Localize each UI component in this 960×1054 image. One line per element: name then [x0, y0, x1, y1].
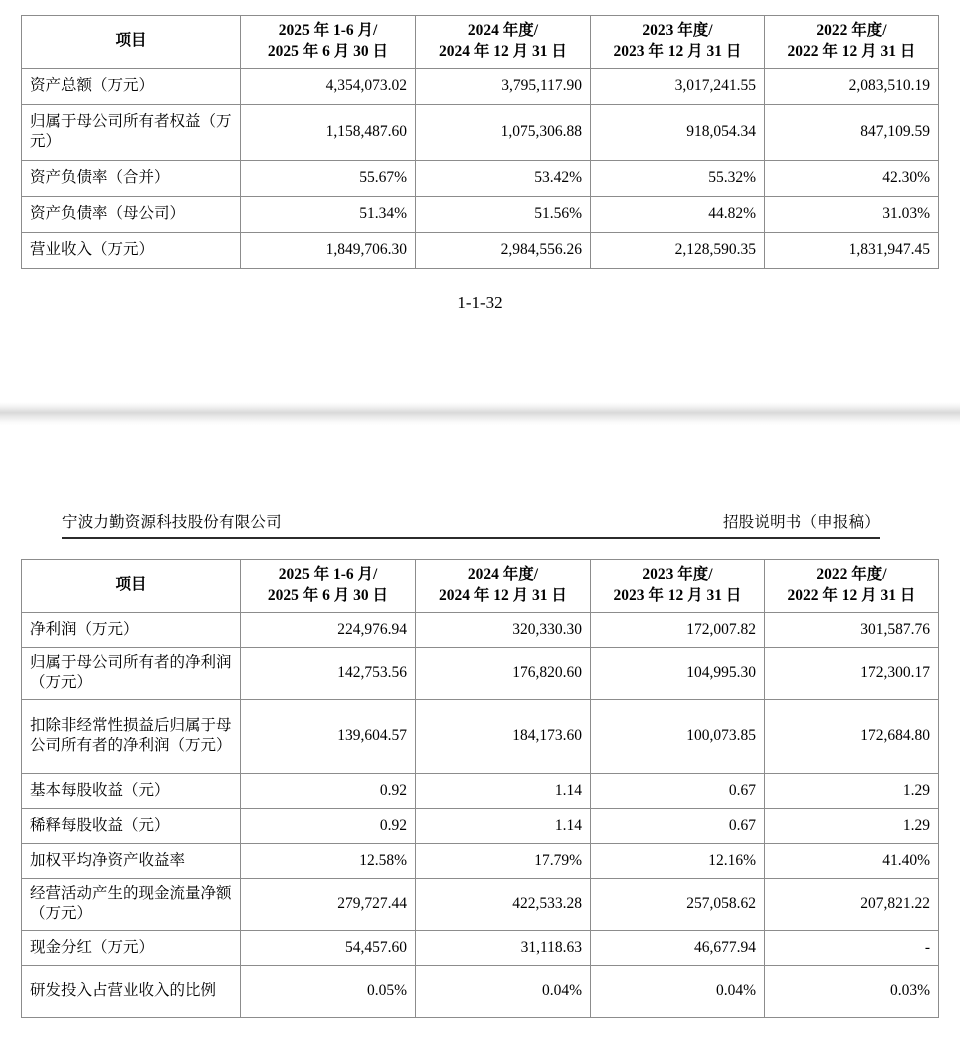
row-value: 0.92: [241, 808, 416, 843]
column-header-2023: 2023 年度/ 2023 年 12 月 31 日: [591, 560, 765, 613]
row-value: 17.79%: [416, 843, 591, 878]
row-value: 41.40%: [765, 843, 939, 878]
table-row: [22, 68, 939, 104]
table-row: [22, 965, 939, 1017]
table-row: [22, 196, 939, 232]
row-value: 1.29: [765, 808, 939, 843]
row-label: 营业收入（万元）: [22, 232, 241, 268]
row-value: 184,173.60: [416, 699, 591, 773]
row-value: 139,604.57: [241, 699, 416, 773]
row-value: 207,821.22: [765, 878, 939, 930]
row-label: 资产负债率（合并）: [22, 160, 241, 196]
row-value: 142,753.56: [241, 647, 416, 699]
row-value: 12.58%: [241, 843, 416, 878]
row-value: 0.67: [591, 773, 765, 808]
row-value: 51.34%: [241, 196, 416, 232]
table-row: [22, 773, 939, 808]
column-header-2024: 2024 年度/ 2024 年 12 月 31 日: [416, 560, 591, 613]
table-row: [22, 930, 939, 965]
row-value: 0.03%: [765, 965, 939, 1017]
page-number: 1-1-32: [457, 293, 503, 312]
row-value: 0.04%: [591, 965, 765, 1017]
row-value: 12.16%: [591, 843, 765, 878]
row-value: 2,984,556.26: [416, 232, 591, 268]
table-row: [22, 160, 939, 196]
table-row: [22, 843, 939, 878]
row-value: 172,007.82: [591, 612, 765, 647]
running-header: [62, 510, 880, 539]
column-header-2024: 2024 年度/ 2024 年 12 月 31 日: [416, 16, 591, 69]
financial-summary-table-profit: [21, 559, 939, 1018]
row-value: 320,330.30: [416, 612, 591, 647]
row-value: -: [765, 930, 939, 965]
row-value: 0.05%: [241, 965, 416, 1017]
row-label: 稀释每股收益（元）: [22, 808, 241, 843]
row-value: 55.32%: [591, 160, 765, 196]
row-value: 51.56%: [416, 196, 591, 232]
table-row: [22, 647, 939, 699]
row-value: 1,831,947.45: [765, 232, 939, 268]
financial-summary-table-assets: [21, 15, 939, 269]
row-value: 3,795,117.90: [416, 68, 591, 104]
table-row: [22, 612, 939, 647]
row-value: 1,158,487.60: [241, 104, 416, 160]
row-value: 104,995.30: [591, 647, 765, 699]
row-value: 1,849,706.30: [241, 232, 416, 268]
row-value: 42.30%: [765, 160, 939, 196]
row-label: 资产负债率（母公司）: [22, 196, 241, 232]
row-value: 279,727.44: [241, 878, 416, 930]
row-value: 3,017,241.55: [591, 68, 765, 104]
row-value: 2,083,510.19: [765, 68, 939, 104]
table-row: [22, 104, 939, 160]
row-value: 44.82%: [591, 196, 765, 232]
row-value: 0.92: [241, 773, 416, 808]
header-document-type: 招股说明书（申报稿）: [722, 514, 880, 531]
row-label: 经营活动产生的现金流量净额（万元）: [22, 878, 241, 930]
table-row: [22, 699, 939, 773]
row-label: 归属于母公司所有者权益（万元）: [22, 104, 241, 160]
header-company-name: 宁波力勤资源科技股份有限公司: [62, 514, 282, 531]
row-label: 净利润（万元）: [22, 612, 241, 647]
table-header-row: [22, 16, 939, 69]
row-value: 1.14: [416, 773, 591, 808]
column-header-item: 项目: [22, 560, 241, 613]
row-value: 31.03%: [765, 196, 939, 232]
row-value: 0.67: [591, 808, 765, 843]
column-header-2023: 2023 年度/ 2023 年 12 月 31 日: [591, 16, 765, 69]
row-value: 31,118.63: [416, 930, 591, 965]
row-value: 176,820.60: [416, 647, 591, 699]
row-label: 研发投入占营业收入的比例: [22, 965, 241, 1017]
row-value: 4,354,073.02: [241, 68, 416, 104]
row-label: 基本每股收益（元）: [22, 773, 241, 808]
row-label: 现金分红（万元）: [22, 930, 241, 965]
row-value: 257,058.62: [591, 878, 765, 930]
row-value: 2,128,590.35: [591, 232, 765, 268]
row-value: 172,300.17: [765, 647, 939, 699]
row-value: 53.42%: [416, 160, 591, 196]
row-value: 0.04%: [416, 965, 591, 1017]
page-separator: [0, 402, 960, 426]
row-label: 扣除非经常性损益后归属于母公司所有者的净利润（万元）: [22, 699, 241, 773]
row-value: 55.67%: [241, 160, 416, 196]
row-value: 224,976.94: [241, 612, 416, 647]
table-row: [22, 808, 939, 843]
column-header-2022: 2022 年度/ 2022 年 12 月 31 日: [765, 16, 939, 69]
column-header-item: 项目: [22, 16, 241, 69]
table-row: [22, 232, 939, 268]
row-label: 归属于母公司所有者的净利润（万元）: [22, 647, 241, 699]
row-value: 46,677.94: [591, 930, 765, 965]
row-value: 301,587.76: [765, 612, 939, 647]
row-value: 847,109.59: [765, 104, 939, 160]
row-value: 1.14: [416, 808, 591, 843]
document-page-1: [0, 0, 960, 408]
row-value: 1.29: [765, 773, 939, 808]
row-label: 加权平均净资产收益率: [22, 843, 241, 878]
row-value: 1,075,306.88: [416, 104, 591, 160]
table-row: [22, 878, 939, 930]
row-value: 54,457.60: [241, 930, 416, 965]
column-header-2025h1: 2025 年 1-6 月/ 2025 年 6 月 30 日: [241, 16, 416, 69]
row-value: 172,684.80: [765, 699, 939, 773]
column-header-2025h1: 2025 年 1-6 月/ 2025 年 6 月 30 日: [241, 560, 416, 613]
row-value: 422,533.28: [416, 878, 591, 930]
table-header-row: [22, 560, 939, 613]
column-header-2022: 2022 年度/ 2022 年 12 月 31 日: [765, 560, 939, 613]
row-label: 资产总额（万元）: [22, 68, 241, 104]
row-value: 100,073.85: [591, 699, 765, 773]
row-value: 918,054.34: [591, 104, 765, 160]
